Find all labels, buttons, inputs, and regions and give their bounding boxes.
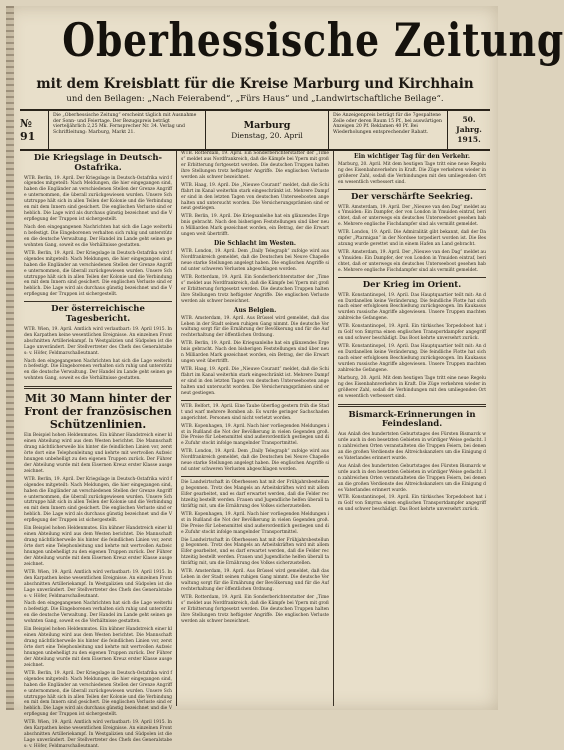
article-text: WTB. Konstantinopel, 19. April. Das Hauptquartier teilt mit: An den Dardanellen keine Veränderung. Die feindliche Flotte hat sich nach einer erfolglosen Beschießung zurückgezogen. Im Kaukasus wurden russische Angriffe abgewiesen. Unsere Truppen machten zahlreiche Gefangene. <box>338 344 486 373</box>
article-text: WTB. Berlin, 19. April. Der Kriegslage in Deutsch-Ostafrika wird folgendes mitgeteilt: Nach Meldungen, die hier eingegangen sind, haben die Engländer an verschiedenen Stellen der Grenze Angriffe unternommen, die überall zurückgewiesen wurden. Unsere Schutztruppe hält sich in allen Teilen der Kolonie und die Verbindungen mit dem Innern sind gesichert. Die englischen Verluste sind erheblich. Die Lage wird als durchaus günstig bezeichnet und die Verpflegung der Truppen ist sichergestellt. <box>24 175 172 223</box>
article-headline: Bismarck-Erinnerungen in Feindesland. <box>348 409 476 430</box>
article-text: WTB. Amsterdam, 19. April. Aus Brüssel wird gemeldet, daß das Leben in der Stadt seinen ruhigen Gang nimmt. Die deutsche Verwaltung sorgt für die Ernährung der Bevölkerung und für die Aufrechterhaltung der öffentlichen Ordnung. <box>181 569 329 592</box>
divider <box>24 386 172 389</box>
divider <box>338 277 486 278</box>
article-text: WTB. Belfort, 19. April. Eine Taube überflog gestern früh die Stadt und warf mehrere Bomben ab. Es wurde geringer Sachschaden angerichtet. Personen sind nicht verletzt worden. <box>181 403 329 421</box>
publication-year: 1915. <box>457 134 481 144</box>
section-heading: Aus Belgien. <box>233 306 277 314</box>
article-text: WTB. Wien, 19. April. Amtlich wird verlautbart: 19. April 1915. In den Karpathen keine wesentlichen Ereignisse. An einzelnen Frontabschnitten Artilleriekampf. In Westgalizien und Südpolen ist die Lage unverändert. Der Stellvertreter des Chefs des Generalstabes: v. Höfer, Feldmarschalleutnant. <box>24 720 172 750</box>
article-text: WTB. Amsterdam, 19. April. Aus Brüssel wird gemeldet, daß das Leben in der Stadt seinen ruhigen Gang nimmt. Die deutsche Verwaltung sorgt für die Ernährung der Bevölkerung und für die Aufrechterhaltung der öffentlichen Ordnung. <box>181 315 329 339</box>
volume-year <box>448 111 490 149</box>
dateline <box>206 111 329 149</box>
article-text: WTB. Berlin, 19. April. Der Kriegslage in Deutsch-Ostafrika wird folgendes mitgeteilt: Nach Meldungen, die hier eingegangen sind, haben die Engländer an verschiedenen Stellen der Grenze Angriffe unternommen, die überall zurückgewiesen wurden. Unsere Schutztruppe hält sich in allen Teilen der Kolonie und die Verbindungen mit dem Innern sind gesichert. Die englischen Verluste sind erheblich. Die Lage wird als durchaus günstig bezeichnet und die Verpflegung der Truppen ist sichergestellt. <box>24 250 172 298</box>
newspaper-page <box>6 6 564 750</box>
divider <box>181 476 329 477</box>
info-bar <box>20 109 490 151</box>
article-text: WTB. Wien, 19. April. Amtlich wird verlautbart: 19. April 1915. In den Karpathen keine wesentlichen Ereignisse. An einzelnen Frontabschnitten Artilleriekampf. In Westgalizien und Südpolen ist die Lage unverändert. Der Stellvertreter des Chefs des Generalstabes: v. Höfer, Feldmarschalleutnant. <box>24 569 172 599</box>
article-headline: Die Kriegslage in Deutsch-Ostafrika. <box>33 153 163 173</box>
article-text: WTB. Konstantinopel, 19. April. Ein türkisches Torpedoboot hat im Golf von Smyrna einen englischen Transportdampfer angegriffen und schwer beschädigt. Das Boot kehrte unversehrt zurück. <box>338 324 486 342</box>
volume-label: 50. Jahrg. <box>456 115 482 135</box>
article-headline: Mit 30 Mann hinter der Front der französischen Schützenlinien. <box>24 392 172 431</box>
article-text: Aus Anlaß des hundertsten Geburtstages des Fürsten Bismarck wurde auch in den besetzten Gebieten in würdiger Weise gedacht. In zahlreichen Orten veranstalteten die Truppen Feiern, bei denen an die großen Verdienste des Altreichskanzlers um die Einigung des Vaterlandes erinnert wurde. <box>338 463 486 493</box>
article-text: Ein Beispiel hohen Heldenmutes. Ein kühner Handstreich einer kleinen Abteilung wird aus dem Westen berichtet. Die Mannschaft drang nächtlicherweile bis hinter die feindlichen Linien vor, zerstörte dort eine Telephonleitung und kehrte mit wertvollen Aufzeichnungen unbehelligt zu den eigenen Truppen zurück. Der Führer der Abteilung wurde mit dem Eisernen Kreuz erster Klasse ausgezeichnet. <box>24 526 172 567</box>
article-text: Nach den eingegangenen Nachrichten hat sich die Lage weiterhin befestigt. Die Eingeborenen verhalten sich ruhig und unterstützen die deutsche Verwaltung. Der Handel im Lande geht seinen gewohnten Gang, soweit es die Verhältnisse gestatten. <box>24 358 172 382</box>
column-2 <box>176 151 333 706</box>
article-headline: Der Krieg im Orient. <box>362 279 462 290</box>
column-1 <box>20 151 176 750</box>
newspaper-title: Oberhessische Zeitung <box>62 13 564 67</box>
article-text: Nach den eingegangenen Nachrichten hat sich die Lage weiterhin befestigt. Die Eingeborenen verhalten sich ruhig und unterstützen die deutsche Verwaltung. Der Handel im Lande geht seinen gewohnten Gang, soweit es die Verhältnisse gestatten. <box>24 601 172 625</box>
article-text: WTB. Amsterdam, 19. April. Der „Nieuwe van den Dag“ meldet aus Ymuiden: Ein Dampfer, der von London in Ymuiden eintraf, berichtet, daß er unterwegs ein deutsches Unterseeboot gesehen habe. Mehrere englische Fischdampfer sind als vermißt gemeldet. <box>338 250 486 273</box>
article-text: WTB. Berlin, 19. April. Der Kriegslage in Deutsch-Ostafrika wird folgendes mitgeteilt: Nach Meldungen, die hier eingegangen sind, haben die Engländer an verschiedenen Stellen der Grenze Angriffe unternommen, die überall zurückgewiesen wurden. Unsere Schutztruppe hält sich in allen Teilen der Kolonie und die Verbindungen mit dem Innern sind gesichert. Die englischen Verluste sind erheblich. Die Lage wird als durchaus günstig bezeichnet und die Verpflegung der Truppen ist sichergestellt. <box>24 476 172 524</box>
dateline-date: Dienstag, 20. April <box>231 131 303 141</box>
article-text: Marburg, 20. April. Mit dem heutigen Tage tritt eine neue Regelung des Eisenbahnverkehrs in Kraft. Die Züge verkehren wieder in größerer Zahl, sodaß die Verbindungen mit den umliegenden Orten wesentlich verbessert sind. <box>338 375 486 399</box>
newspaper-subtitle: mit dem Kreisblatt für die Kreise Marburg und Kirchhain <box>36 76 474 92</box>
divider <box>181 400 329 401</box>
article-text: WTB. Rotterdam, 19. April. Ein Sonderberichterstatter der „Times“ meldet aus Nordfrankreich, daß die Kämpfe bei Ypern mit großer Erbitterung fortgesetzt werden. Die deutschen Truppen halten ihre Stellungen trotz heftigster Angriffe. Die englischen Verluste werden als schwer bezeichnet. <box>181 274 329 304</box>
advert-price-info: Die Anzeigenpreis beträgt für die 7gespaltene Zeile oder deren Raum 15 Pf., bei auswärtigen Anzeigen 20 Pf. Reklamen 40 Pf. Bei Wiederholungen entsprechender Rabatt. <box>329 111 448 149</box>
masthead <box>20 10 564 70</box>
article-text: Die Landwirtschaft in Oberhessen hat mit der Frühjahrsbestellung begonnen. Trotz des Mangels an Arbeitskräften wird mit allem Eifer gearbeitet, und es darf erwartet werden, daß die Felder rechtzeitig bestellt werden. Frauen und Jugendliche helfen überall tatkräftig mit, um die Ernährung des Volkes sicherzustellen. <box>181 480 329 509</box>
article-text: WTB. Haag, 19. April. Die „Nieuwe Courant“ meldet, daß die Schiffahrt im Kanal weiterhin stark eingeschränkt ist. Mehrere Dampfer sind in den letzten Tagen von deutschen Unterseebooten angehalten und untersucht worden. Die Versicherungsprämien sind erneut gestiegen. <box>181 182 329 212</box>
article-text: WTB. Berlin, 19. April. Die Kriegsanleihe hat ein glänzendes Ergebnis gebracht. Nach den bisherigen Feststellungen sind über neun Milliarden Mark gezeichnet worden, ein Betrag, der die Erwartungen weit übertrifft. <box>181 341 329 365</box>
divider <box>24 301 172 302</box>
dateline-city: Marburg <box>243 119 291 131</box>
article-text: Ein Beispiel hohen Heldenmutes. Ein kühner Handstreich einer kleinen Abteilung wird aus dem Westen berichtet. Die Mannschaft drang nächtlicherweile bis hinter die feindlichen Linien vor, zerstörte dort eine Telephonleitung und kehrte mit wertvollen Aufzeichnungen unbehelligt zu den eigenen Truppen zurück. Der Führer der Abteilung wurde mit dem Eisernen Kreuz erster Klasse ausgezeichnet. <box>24 433 172 474</box>
article-text: WTB. Kopenhagen, 19. April. Nach hier vorliegenden Meldungen ist in Rußland die Not der Bevölkerung in vielen Gegenden groß. Die Preise für Lebensmittel sind außerordentlich gestiegen und die Zufuhr stockt infolge mangelnder Transportmittel. <box>181 423 329 447</box>
subscription-info: Die „Oberhessische Zeitung“ erscheint täglich mit Ausnahme der Sonn- und Feiertage. Der Bezugspreis beträgt vierteljährlich 2,25 Mk. Fernsprecher Nr. 34. Verlag und Schriftleitung: Marburg, Markt 21. <box>49 111 206 149</box>
article-text: WTB. Amsterdam, 19. April. Der „Nieuwe van den Dag“ meldet aus Ymuiden: Ein Dampfer, der von London in Ymuiden eintraf, berichtet, daß er unterwegs ein deutsches Unterseeboot gesehen habe. Mehrere englische Fischdampfer sind als vermißt gemeldet. <box>338 204 486 228</box>
article-text: WTB. London, 19. April. Dem „Daily Telegraph“ zufolge wird aus Nordfrankreich gemeldet, daß die Deutschen bei Neuve Chapelle neue starke Stellungen angelegt haben. Die englischen Angriffe sind unter schweren Verlusten abgeschlagen worden. <box>181 249 329 272</box>
article-headline: Der verschärfte Seekrieg. <box>351 191 473 202</box>
article-text: Die Landwirtschaft in Oberhessen hat mit der Frühjahrsbestellung begonnen. Trotz des Mangels an Arbeitskräften wird mit allem Eifer gearbeitet, und es darf erwartet werden, daß die Felder rechtzeitig bestellt werden. Frauen und Jugendliche helfen überall tatkräftig mit, um die Ernährung des Volkes sicherzustellen. <box>181 537 329 567</box>
article-columns <box>20 151 490 750</box>
article-text: WTB. Berlin, 19. April. Der Kriegslage in Deutsch-Ostafrika wird folgendes mitgeteilt: Nach Meldungen, die hier eingegangen sind, haben die Engländer an verschiedenen Stellen der Grenze Angriffe unternommen, die überall zurückgewiesen wurden. Unsere Schutztruppe hält sich in allen Teilen der Kolonie und die Verbindungen mit dem Innern sind gesichert. Die englischen Verluste sind erheblich. Die Lage wird als durchaus günstig bezeichnet und die Verpflegung der Truppen ist sichergestellt. <box>24 670 172 718</box>
article-text: WTB. Berlin, 19. April. Die Kriegsanleihe hat ein glänzendes Ergebnis gebracht. Nach den bisherigen Feststellungen sind über neun Milliarden Mark gezeichnet worden, ein Betrag, der die Erwartungen weit übertrifft. <box>181 214 329 238</box>
article-text: WTB. Konstantinopel, 19. April. Ein türkisches Torpedoboot hat im Golf von Smyrna einen englischen Transportdampfer angegriffen und schwer beschädigt. Das Boot kehrte unversehrt zurück. <box>338 495 486 513</box>
divider <box>338 404 486 407</box>
section-heading: Ein wichtiger Tag für den Verkehr. <box>354 153 470 160</box>
article-text: WTB. Rotterdam, 19. April. Ein Sonderberichterstatter der „Times“ meldet aus Nordfrankreich, daß die Kämpfe bei Ypern mit großer Erbitterung fortgesetzt werden. Die deutschen Truppen halten ihre Stellungen trotz heftigster Angriffe. Die englischen Verluste werden als schwer bezeichnet. <box>181 151 329 180</box>
page-edge <box>6 6 14 710</box>
issue-number: № 91 <box>20 111 49 149</box>
section-heading: Die Schlacht im Westen. <box>214 240 296 248</box>
column-3 <box>333 151 490 706</box>
article-text: WTB. Konstantinopel, 19. April. Das Hauptquartier teilt mit: An den Dardanellen keine Veränderung. Die feindliche Flotte hat sich nach einer erfolglosen Beschießung zurückgezogen. Im Kaukasus wurden russische Angriffe abgewiesen. Unsere Truppen machten zahlreiche Gefangene. <box>338 292 486 322</box>
article-text: WTB. Kopenhagen, 19. April. Nach hier vorliegenden Meldungen ist in Rußland die Not der Bevölkerung in vielen Gegenden groß. Die Preise für Lebensmittel sind außerordentlich gestiegen und die Zufuhr stockt infolge mangelnder Transportmittel. <box>181 511 329 535</box>
newspaper-supplements: und den Beilagen: „Nach Feierabend“, „Fürs Haus“ und „Landwirtschaftliche Beilage“. <box>66 94 444 104</box>
divider <box>338 189 486 190</box>
article-text: WTB. Wien, 19. April. Amtlich wird verlautbart: 19. April 1915. In den Karpathen keine wesentlichen Ereignisse. An einzelnen Frontabschnitten Artilleriekampf. In Westgalizien und Südpolen ist die Lage unverändert. Der Stellvertreter des Chefs des Generalstabes: v. Höfer, Feldmarschalleutnant. <box>24 326 172 356</box>
article-headline: Der österreichische Tagesbericht. <box>51 304 145 325</box>
article-text: WTB. London, 19. April. Dem „Daily Telegraph“ zufolge wird aus Nordfrankreich gemeldet, daß die Deutschen bei Neuve Chapelle neue starke Stellungen angelegt haben. Die englischen Angriffe sind unter schweren Verlusten abgeschlagen worden. <box>181 449 329 473</box>
article-text: Nach den eingegangenen Nachrichten hat sich die Lage weiterhin befestigt. Die Eingeborenen verhalten sich ruhig und unterstützen die deutsche Verwaltung. Der Handel im Lande geht seinen gewohnten Gang, soweit es die Verhältnisse gestatten. <box>24 225 172 248</box>
article-text: WTB. Rotterdam, 19. April. Ein Sonderberichterstatter der „Times“ meldet aus Nordfrankreich, daß die Kämpfe bei Ypern mit großer Erbitterung fortgesetzt werden. Die deutschen Truppen halten ihre Stellungen trotz heftigster Angriffe. Die englischen Verluste werden als schwer bezeichnet. <box>181 594 329 624</box>
article-text: WTB. London, 19. April. Die Admiralität gibt bekannt, daß der Dampfer „Ptarmigan“ in der Nordsee torpediert worden ist. Die Besatzung wurde gerettet und in einem Hafen an Land gebracht. <box>338 230 486 248</box>
article-text: WTB. Haag, 19. April. Die „Nieuwe Courant“ meldet, daß die Schiffahrt im Kanal weiterhin stark eingeschränkt ist. Mehrere Dampfer sind in den letzten Tagen von deutschen Unterseebooten angehalten und untersucht worden. Die Versicherungsprämien sind erneut gestiegen. <box>181 367 329 396</box>
article-text: Marburg, 20. April. Mit dem heutigen Tage tritt eine neue Regelung des Eisenbahnverkehrs in Kraft. Die Züge verkehren wieder in größerer Zahl, sodaß die Verbindungen mit den umliegenden Orten wesentlich verbessert sind. <box>338 162 486 185</box>
article-text: Ein Beispiel hohen Heldenmutes. Ein kühner Handstreich einer kleinen Abteilung wird aus dem Westen berichtet. Die Mannschaft drang nächtlicherweile bis hinter die feindlichen Linien vor, zerstörte dort eine Telephonleitung und kehrte mit wertvollen Aufzeichnungen unbehelligt zu den eigenen Truppen zurück. Der Führer der Abteilung wurde mit dem Eisernen Kreuz erster Klasse ausgezeichnet. <box>24 627 172 668</box>
article-text: Aus Anlaß des hundertsten Geburtstages des Fürsten Bismarck wurde auch in den besetzten Gebieten in würdiger Weise gedacht. In zahlreichen Orten veranstalteten die Truppen Feiern, bei denen an die großen Verdienste des Altreichskanzlers um die Einigung des Vaterlandes erinnert wurde. <box>338 432 486 461</box>
